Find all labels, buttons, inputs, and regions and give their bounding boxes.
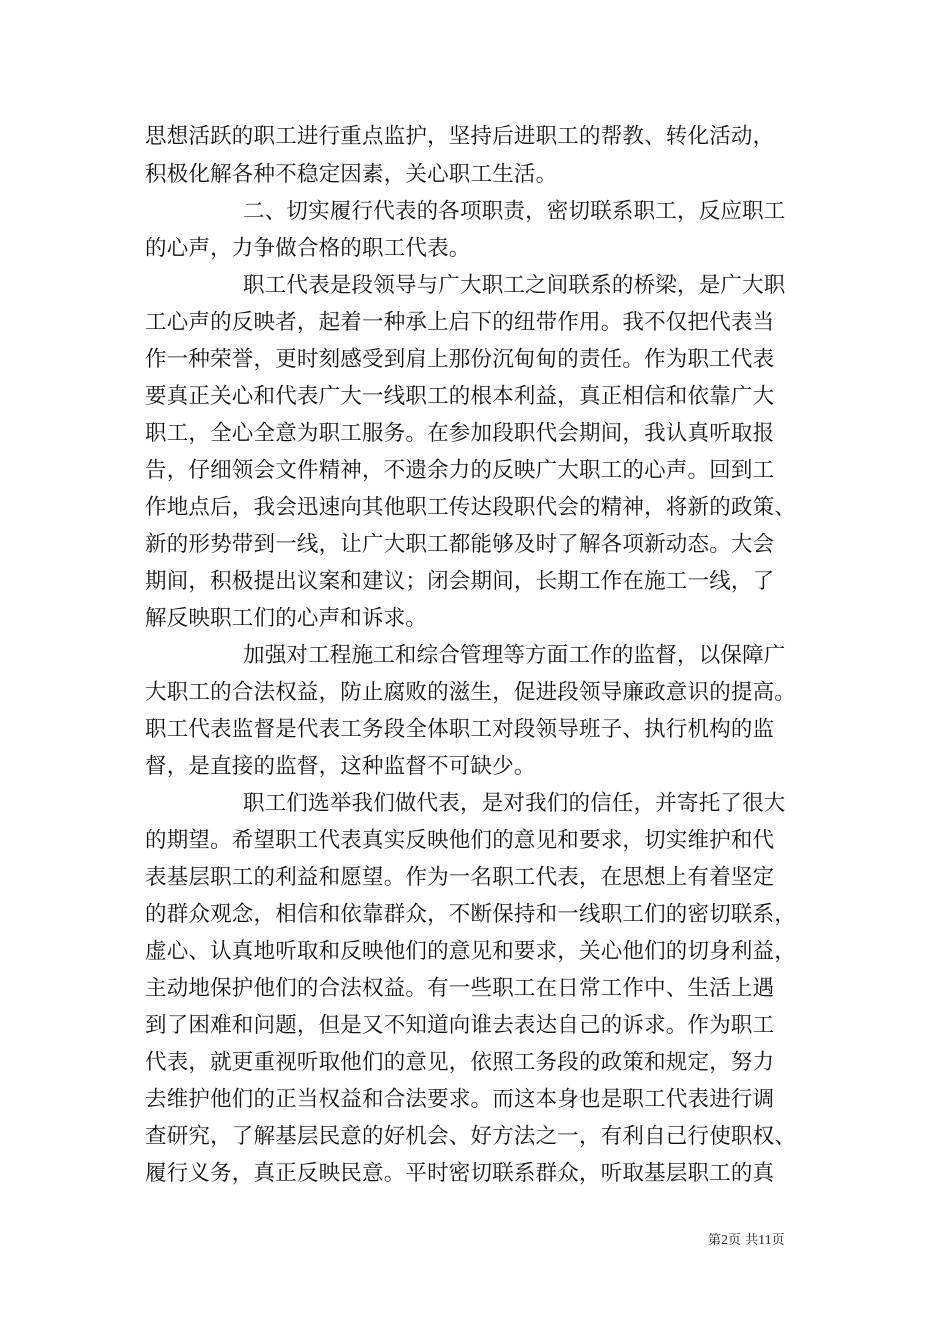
footer-suffix: 页 [771, 1233, 785, 1248]
section-heading-line: 二、切实履行代表的各项职责，密切联系职工，反应职工 [243, 199, 786, 224]
footer-middle: 页 共 [728, 1233, 759, 1248]
text-line: 表基层职工的利益和愿望。作为一名职工代表，在思想上有着坚定 [145, 865, 775, 890]
text-line: 告，仔细领会文件精神，不遗余力的反映广大职工的心声。回到工 [145, 458, 775, 483]
text-line: 新的形势带到一线，让广大职工都能够及时了解各项新动态。大会 [145, 532, 775, 557]
text-line: 虚心、认真地听取和反映他们的意见和要求，关心他们的切身利益， [145, 939, 797, 964]
page-number-footer [708, 1232, 785, 1250]
text-line: 作一种荣誉，更时刻感受到肩上那份沉甸甸的责任。作为职工代表 [145, 347, 775, 372]
text-line: 工心声的反映者，起着一种承上启下的纽带作用。我不仅把代表当 [145, 310, 775, 335]
paragraph-first-line: 加强对工程施工和综合管理等方面工作的监督，以保障广 [243, 643, 786, 668]
text-line: 查研究，了解基层民意的好机会、好方法之一，有利自己行使职权、 [145, 1124, 797, 1149]
total-pages-number: 11 [758, 1233, 772, 1248]
text-line: 的群众观念，相信和依靠群众，不断保持和一线职工们的密切联系， [145, 902, 797, 927]
text-line: 履行义务，真正反映民意。平时密切联系群众，听取基层职工的真 [145, 1161, 775, 1186]
text-line: 去维护他们的正当权益和合法要求。而这本身也是职工代表进行调 [145, 1087, 775, 1112]
text-line: 思想活跃的职工进行重点监护，坚持后进职工的帮教、转化活动， [145, 124, 775, 149]
text-line: 期间，积极提出议案和建议；闭会期间，长期工作在施工一线，了 [145, 569, 775, 594]
section-heading-line: 的心声，力争做合格的职工代表。 [145, 236, 471, 261]
text-line: 职工代表监督是代表工务段全体职工对段领导班子、执行机构的监 [145, 717, 775, 742]
text-line: 的期望。希望职工代表真实反映他们的意见和要求，切实维护和代 [145, 828, 775, 853]
paragraph-first-line: 职工们选举我们做代表，是对我们的信任，并寄托了很大 [243, 791, 786, 816]
text-line: 代表，就更重视听取他们的意见，依照工务段的政策和规定，努力 [145, 1050, 775, 1075]
text-line: 积极化解各种不稳定因素，关心职工生活。 [145, 162, 558, 187]
text-line: 解反映职工们的心声和诉求。 [145, 606, 428, 631]
text-line: 主动地保护他们的合法权益。有一些职工在日常工作中、生活上遇 [145, 976, 775, 1001]
current-page-number: 2 [721, 1233, 729, 1248]
paragraph-first-line: 职工代表是段领导与广大职工之间联系的桥梁，是广大职 [243, 273, 786, 298]
text-line: 到了困难和问题，但是又不知道向谁去表达自己的诉求。作为职工 [145, 1013, 775, 1038]
text-line: 职工，全心全意为职工服务。在参加段职代会期间，我认真听取报 [145, 421, 775, 446]
text-line: 大职工的合法权益，防止腐败的滋生，促进段领导廉政意识的提高。 [145, 680, 797, 705]
text-line: 作地点后，我会迅速向其他职工传达段职代会的精神，将新的政策、 [145, 495, 797, 520]
text-line: 督，是直接的监督，这种监督不可缺少。 [145, 754, 536, 779]
footer-prefix: 第 [708, 1233, 722, 1248]
text-line: 要真正关心和代表广大一线职工的根本利益，真正相信和依靠广大 [145, 384, 775, 409]
